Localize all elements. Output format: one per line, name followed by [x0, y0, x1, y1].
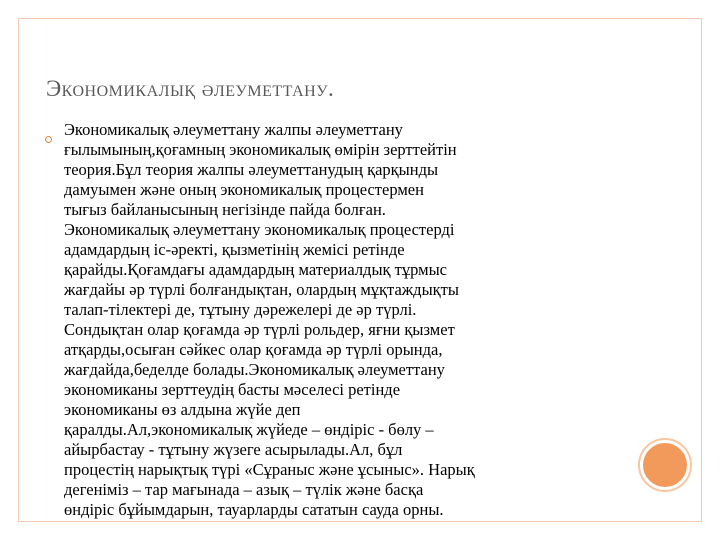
slide-title: Экономикалық әлеуметтану. — [46, 76, 335, 101]
bullet-circle-icon — [45, 136, 52, 143]
slide-body-text: Экономикалық әлеуметтану жалпы әлеуметтану ғылымының,қоғамның экономикалық өмірін зерттейтін теория.Бұл теория жалпы әлеуметтанудың қарқынды дамуымен және оның экономикалық процестермен тығыз байланысының негізінде пайда болған. Экономикалық әлеуметтану экономикалық процестерді адамдардың іс-әректі, қызметінің жемісі ретінде қарайды.Қоғамдағы адамдардың материалдық тұрмыс жағдайы әр түрлі болғандықтан, олардың мұқтаждықты талап-тілектері де, тұтыну дәрежелері де әр түрлі. Сондықтан олар қоғамда әр түрлі рольдер, яғни қызмет атқарды,осыған сәйкес олар қоғамда әр түрлі орында, жағдайда,беделде болады.Экономикалық әлеуметтану экономиканы зерттеудің басты мәселесі ретінде экономиканы өз алдына жүйе деп қаралды.Ал,экономикалық жүйеде – өндіріс - бөлу – айырбастау - тұтыну жүзеге асырылады.Ал, бұл процестің нарықтық түрі «Сұраныс және ұсыныс». Нарық дегеніміз – тар мағынада – азық – түлік және басқа өндіріс бұйымдарын, тауарларды сататын сауда орны. — [64, 120, 475, 519]
decorative-circle — [640, 440, 690, 490]
